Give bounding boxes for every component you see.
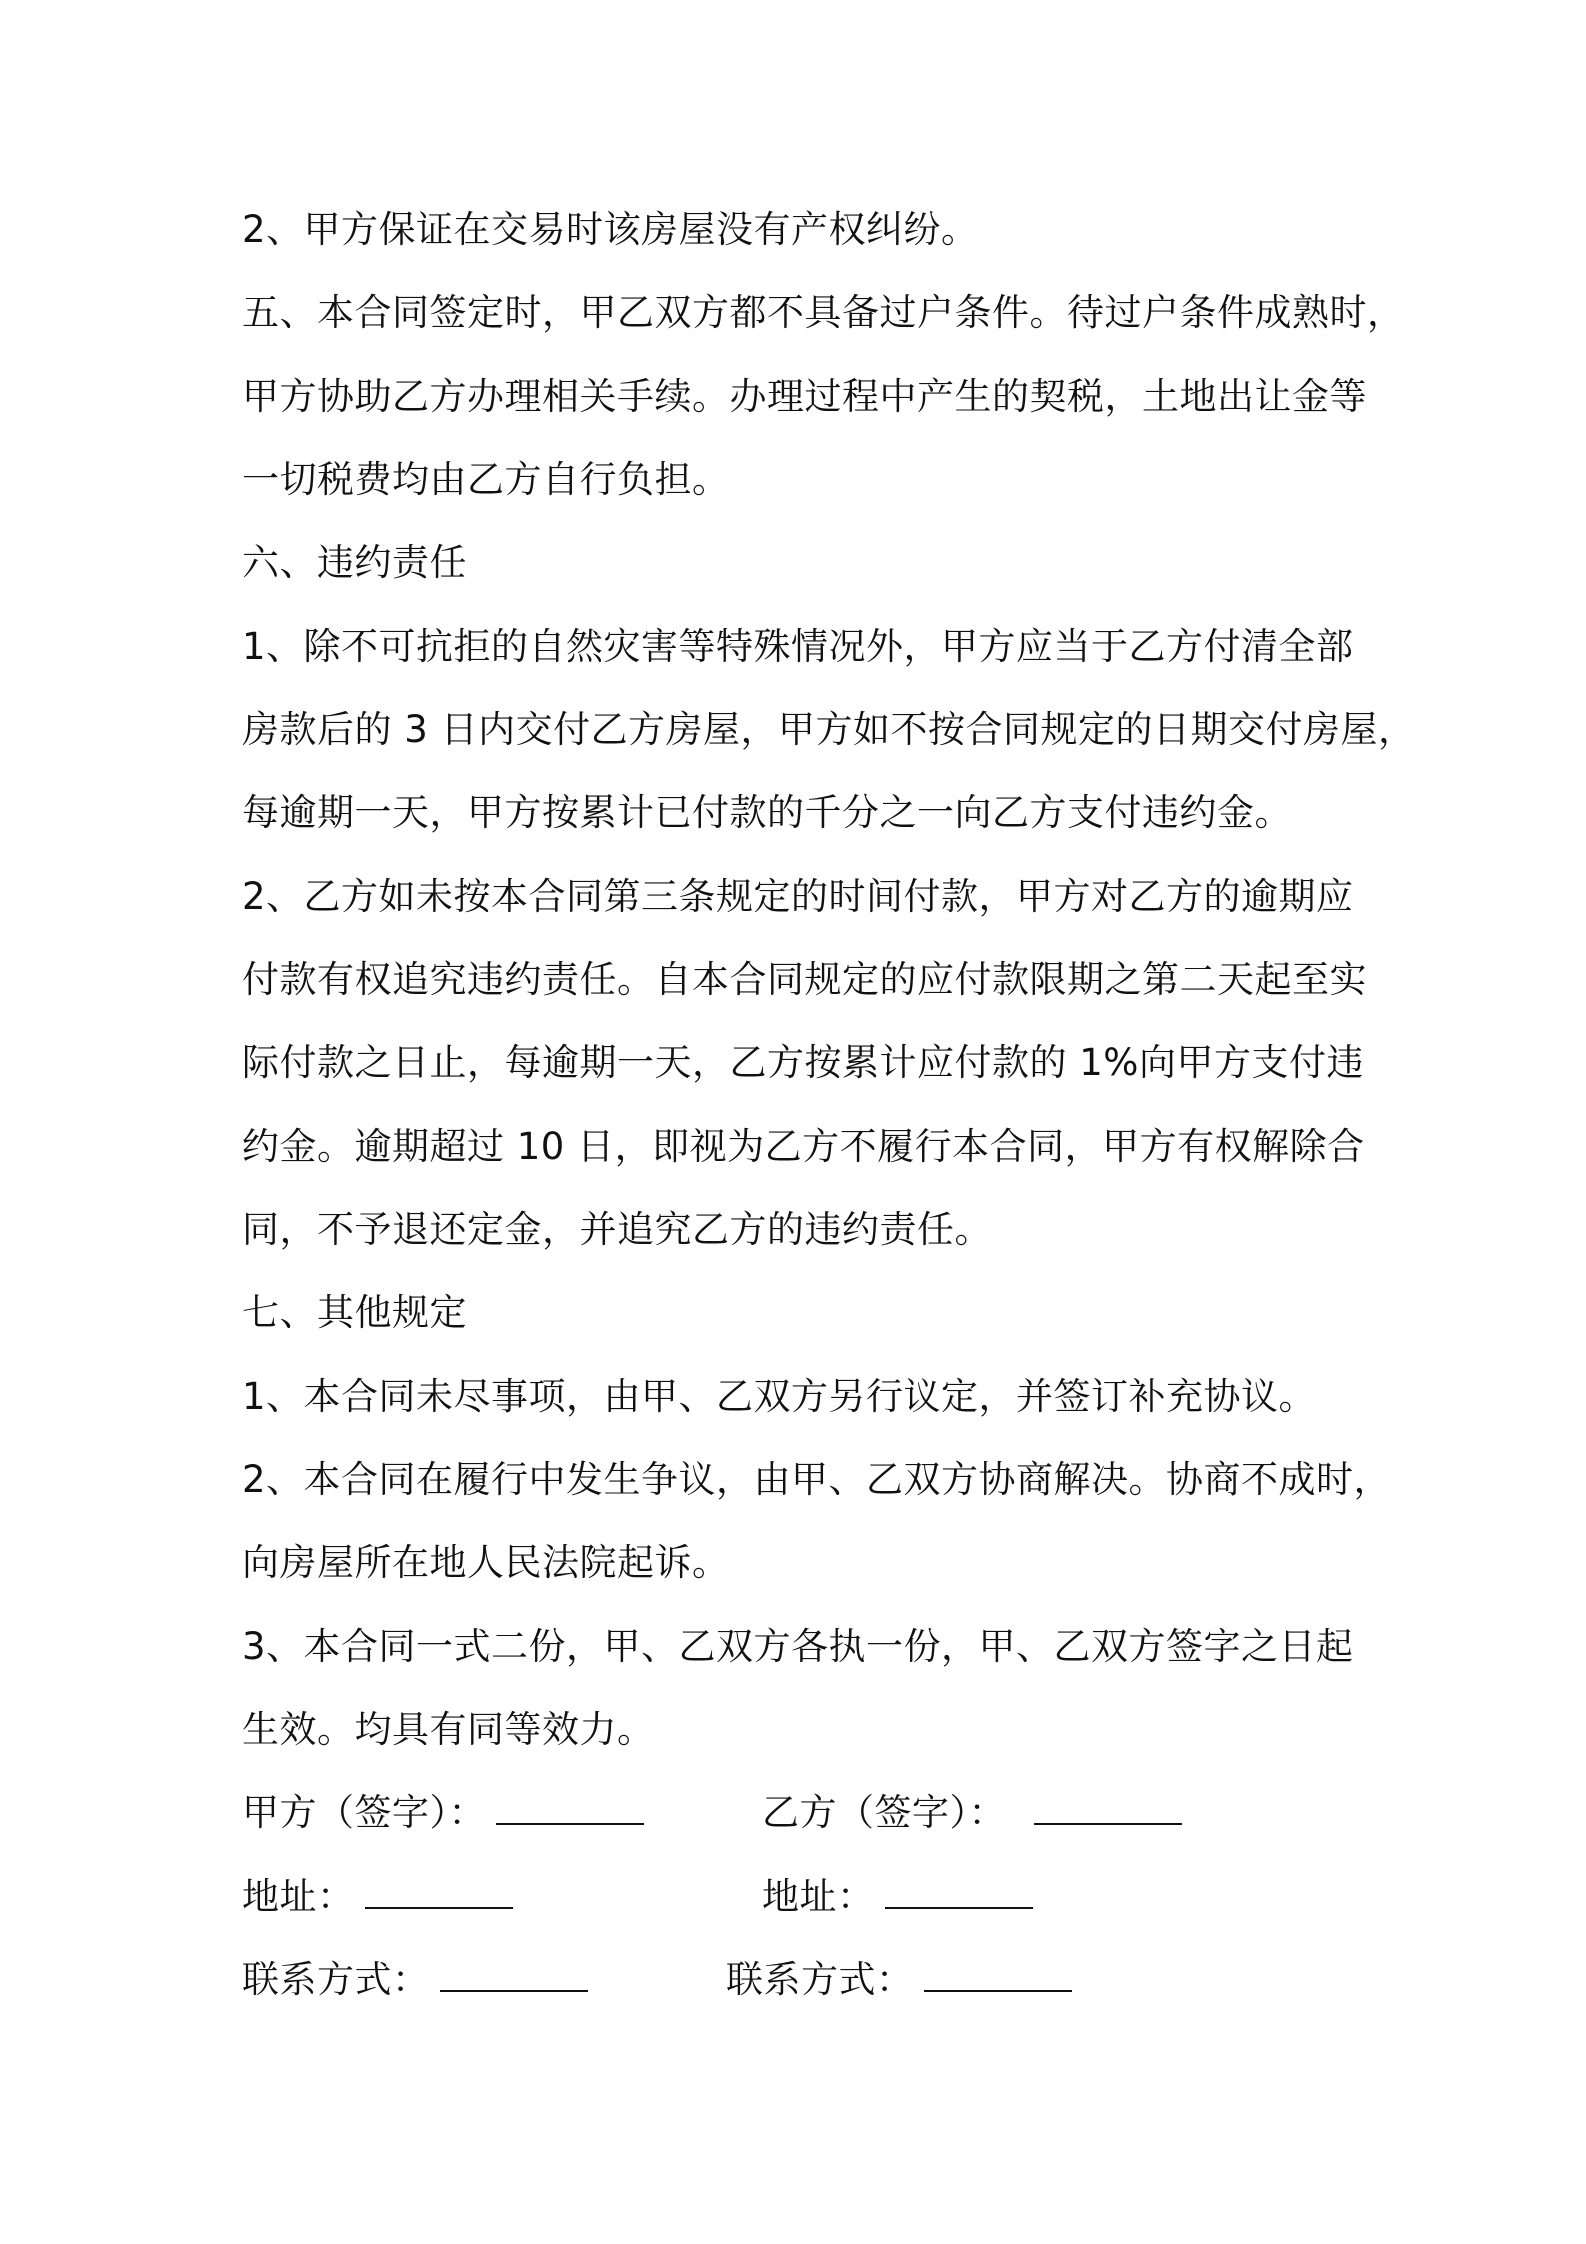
text-line: 2、乙方如未按本合同第三条规定的时间付款，甲方对乙方的逾期应 — [242, 875, 1354, 918]
text-line: 约金。逾期超过 10 日，即视为乙方不履行本合同，甲方有权解除合 — [242, 1125, 1365, 1168]
text-line: 付款有权追究违约责任。自本合同规定的应付款限期之第二天起至实 — [242, 958, 1367, 1001]
party-b-signature-field — [762, 1788, 1182, 1838]
text-line: 3、本合同一式二份，甲、乙双方各执一份，甲、乙双方签字之日起 — [242, 1625, 1354, 1668]
text-line: 甲方协助乙方办理相关手续。办理过程中产生的契税，土地出让金等 — [242, 375, 1367, 418]
text-line: 1、本合同未尽事项，由甲、乙双方另行议定，并签订补充协议。 — [242, 1375, 1317, 1418]
party-b-address-label: 地址： — [762, 1875, 875, 1918]
text-line: 房款后的 3 日内交付乙方房屋，甲方如不按合同规定的日期交付房屋， — [242, 708, 1416, 751]
section-seven-heading: 七、其他规定 — [242, 1291, 467, 1334]
party-b-signature-blank[interactable] — [1034, 1789, 1182, 1825]
party-a-contact-blank[interactable] — [440, 1956, 588, 1992]
text-line: 1、除不可抗拒的自然灾害等特殊情况外，甲方应当于乙方付清全部 — [242, 625, 1354, 668]
party-b-address-blank[interactable] — [885, 1873, 1033, 1909]
party-b-contact-blank[interactable] — [924, 1956, 1072, 1992]
text-line: 2、本合同在履行中发生争议，由甲、乙双方协商解决。协商不成时， — [242, 1458, 1392, 1501]
party-a-contact-label: 联系方式： — [242, 1958, 430, 2001]
text-line: 生效。均具有同等效力。 — [242, 1708, 655, 1751]
text-line: 每逾期一天，甲方按累计已付款的千分之一向乙方支付违约金。 — [242, 791, 1292, 834]
party-a-address-label: 地址： — [242, 1875, 355, 1918]
section-six-heading: 六、违约责任 — [242, 541, 467, 584]
text-line: 2、甲方保证在交易时该房屋没有产权纠纷。 — [242, 208, 979, 251]
party-a-address-field — [242, 1872, 513, 1922]
party-a-contact-field — [242, 1955, 588, 2005]
text-line: 向房屋所在地人民法院起诉。 — [242, 1541, 730, 1584]
text-line: 际付款之日止，每逾期一天，乙方按累计应付款的 1%向甲方支付违 — [242, 1041, 1364, 1084]
party-b-signature-label: 乙方（签字）： — [762, 1791, 1006, 1834]
party-a-signature-label: 甲方（签字）： — [242, 1791, 486, 1834]
section-five-line: 五、本合同签定时，甲乙双方都不具备过户条件。待过户条件成熟时， — [242, 291, 1405, 334]
party-b-contact-label: 联系方式： — [726, 1958, 914, 2001]
party-a-signature-blank[interactable] — [496, 1789, 644, 1825]
party-a-signature-field — [242, 1788, 644, 1838]
party-b-contact-field — [726, 1955, 1072, 2005]
text-line: 一切税费均由乙方自行负担。 — [242, 458, 730, 501]
party-b-address-field — [762, 1872, 1033, 1922]
party-a-address-blank[interactable] — [365, 1873, 513, 1909]
text-line: 同，不予退还定金，并追究乙方的违约责任。 — [242, 1208, 992, 1251]
